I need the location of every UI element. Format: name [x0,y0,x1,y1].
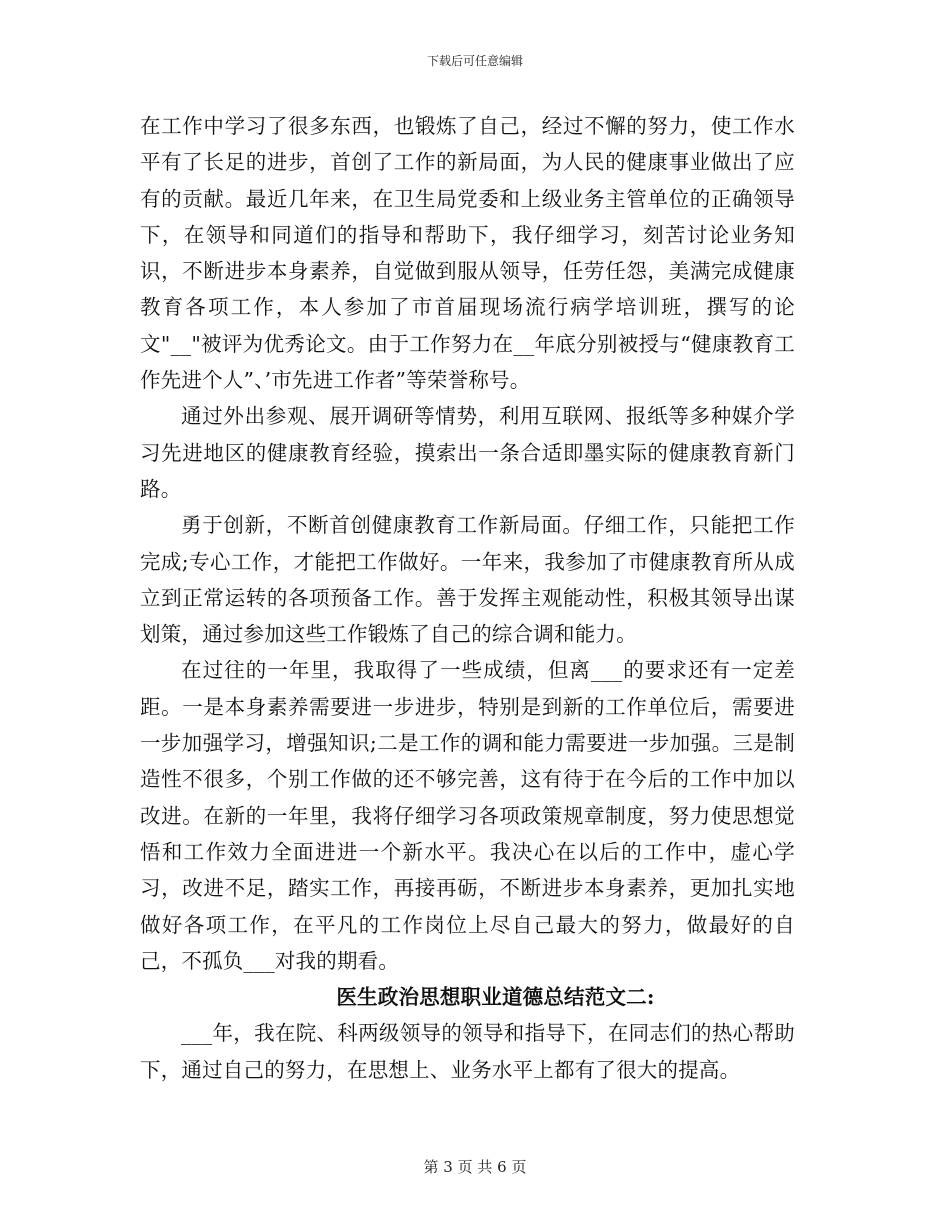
page-header: 下载后可任意编辑 [426,54,523,68]
document-body [140,108,795,1088]
paragraph-5: ___年，我在院、科两级领导的领导和指导下，在同志们的热心帮助下，通过自己的努力，在思想上、业务水平上都有了很大的提高。 [140,1021,795,1082]
paragraph-2: 通过外出参观、展开调研等情势，利用互联网、报纸等多种媒介学习先进地区的健康教育经验，摸索出一条合适即墨实际的健康教育新门路。 [140,404,795,501]
paragraph-1: 在工作中学习了很多东西，也锻炼了自己，经过不懈的努力，使工作水平有了长足的进步，首创了工作的新局面，为人民的健康事业做出了应有的贡献。最近几年来，在卫生局党委和上级业务主管单位的正确领导下，在领导和同道们的指导和帮助下，我仔细学习，刻苦讨论业务知识，不断进步本身素养，自觉做到服从领导，任劳任怨，美满完成健康教育各项工作，本人参加了市首届现场流行病学培训班，撰写的论文"__"被评为优秀论文。由于工作努力在__年底分别被授与“健康教育工作先进个人”、’市先进工作者”等荣誉称号。 [140,114,795,393]
paragraph-4: 在过往的一年里，我取得了一些成绩，但离___的要求还有一定差距。一是本身素养需要进一步进步，特别是到新的工作单位后，需要进一步加强学习，增强知识;二是工作的调和能力需要进一步加强。三是制造性不很多，个别工作做的还不够完善，这有待于在今后的工作中加以改进。在新的一年里，我将仔细学习各项政策规章制度，努力使思想觉悟和工作效力全面进进一个新水平。我决心在以后的工作中，虚心学习，改进不足，踏实工作，再接再砺，不断进步本身素养，更加扎实地做好各项工作，在平凡的工作岗位上尽自己最大的努力，做最好的自己，不孤负___对我的期看。 [140,658,795,973]
paragraph-3: 勇于创新，不断首创健康教育工作新局面。仔细工作，只能把工作完成;专心工作，才能把工作做好。一年来，我参加了市健康教育所从成立到正常运转的各项预备工作。善于发挥主观能动性，积极其领导出谋划策，通过参加这些工作锻炼了自己的综合调和能力。 [140,513,795,647]
section-heading: 医生政治思想职业道德总结范文二: [336,985,655,1010]
page-footer: 第 3 页 共 6 页 [423,1158,527,1176]
